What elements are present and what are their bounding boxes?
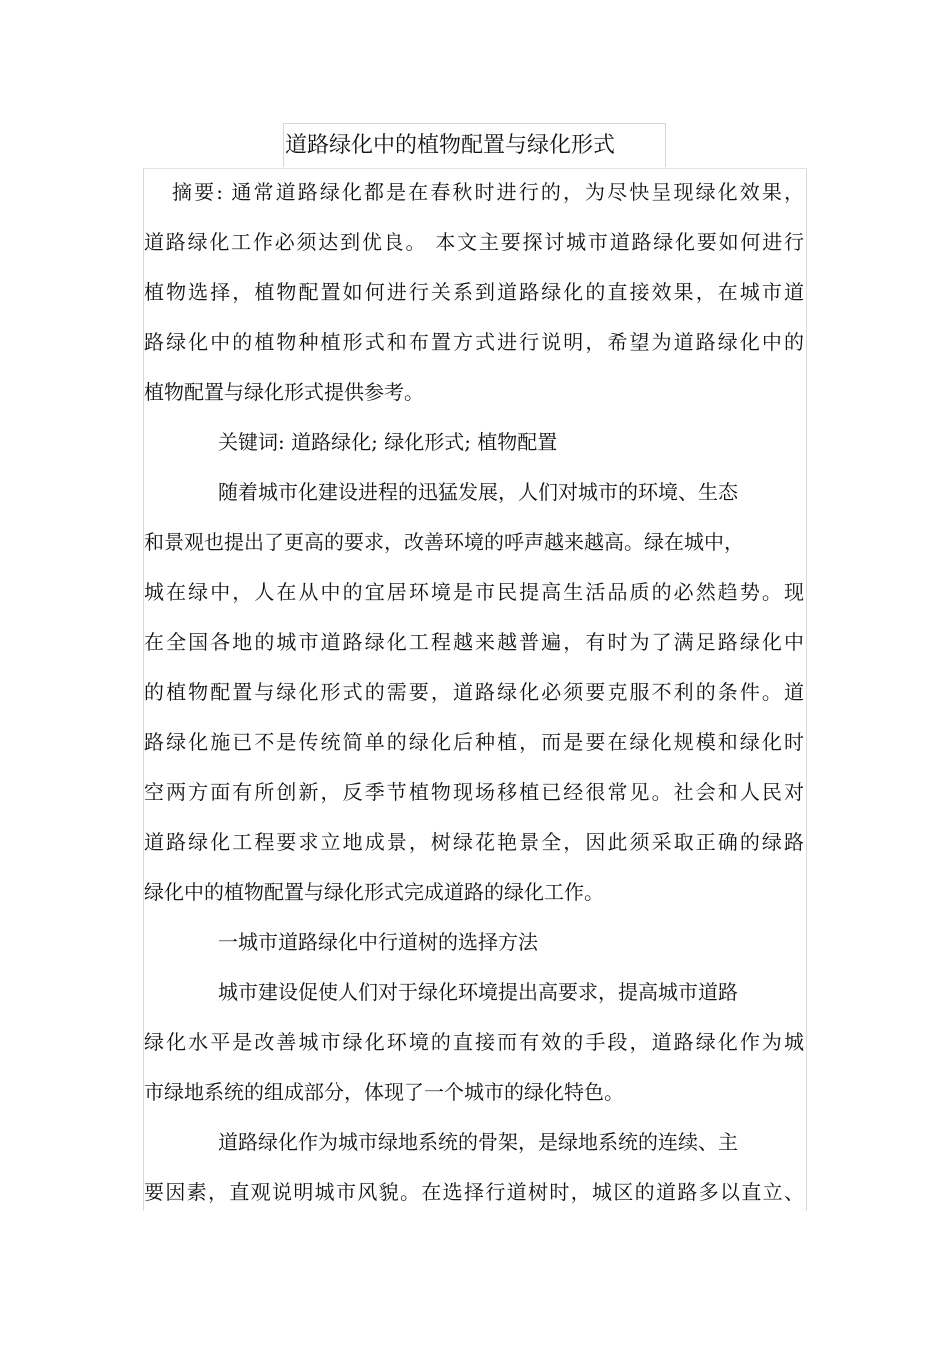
section-line-1: 城市建设促使人们对于绿化环境提出高要求，提高城市道路 xyxy=(218,980,738,1004)
intro-line-4: 在全国各地的城市道路绿化工程越来越普遍，有时为了满足路绿化中 xyxy=(144,630,804,654)
page-title: 道路绿化中的植物配置与绿化形式 xyxy=(285,133,616,158)
section-line-3: 市绿地系统的组成部分，体现了一个城市的绿化特色。 xyxy=(144,1080,624,1104)
abstract-line-4: 路绿化中的植物种植形式和布置方式进行说明，希望为道路绿化中的 xyxy=(144,330,804,354)
intro-line-6: 路绿化施已不是传统简单的绿化后种植，而是要在绿化规模和绿化时 xyxy=(144,730,804,754)
intro-line-7: 空两方面有所创新，反季节植物现场移植已经很常见。社会和人民对 xyxy=(144,780,804,804)
intro-line-1: 随着城市化建设进程的迅猛发展，人们对城市的环境、生态 xyxy=(218,480,738,504)
section-heading-1: 一城市道路绿化中行道树的选择方法 xyxy=(218,930,538,954)
abstract-line-5: 植物配置与绿化形式提供参考。 xyxy=(144,380,424,404)
intro-line-5: 的植物配置与绿化形式的需要，道路绿化必须要克服不利的条件。道 xyxy=(144,680,804,704)
abstract-line-3: 植物选择，植物配置如何进行关系到道路绿化的直接效果，在城市道 xyxy=(144,280,804,304)
abstract-line-1: 摘要: 通常道路绿化都是在春秋时进行的，为尽快呈现绿化效果， xyxy=(172,180,804,204)
section-line-2: 绿化水平是改善城市绿化环境的直接而有效的手段，道路绿化作为城 xyxy=(144,1030,804,1054)
intro-line-8: 道路绿化工程要求立地成景，树绿花艳景全，因此须采取正确的绿路 xyxy=(144,830,804,854)
intro-line-3: 城在绿中，人在从中的宜居环境是市民提高生活品质的必然趋势。现 xyxy=(144,580,804,604)
section-line-4: 道路绿化作为城市绿地系统的骨架，是绿地系统的连续、主 xyxy=(218,1130,738,1154)
keywords-line: 关键词: 道路绿化; 绿化形式; 植物配置 xyxy=(218,430,558,454)
section-line-5: 要因素，直观说明城市风貌。在选择行道树时，城区的道路多以直立、 xyxy=(144,1180,804,1204)
abstract-line-2: 道路绿化工作必须达到优良。 本文主要探讨城市道路绿化要如何进行 xyxy=(144,230,804,254)
intro-line-2: 和景观也提出了更高的要求，改善环境的呼声越来越高。绿在城中， xyxy=(144,530,744,554)
intro-line-9: 绿化中的植物配置与绿化形式完成道路的绿化工作。 xyxy=(144,880,604,904)
